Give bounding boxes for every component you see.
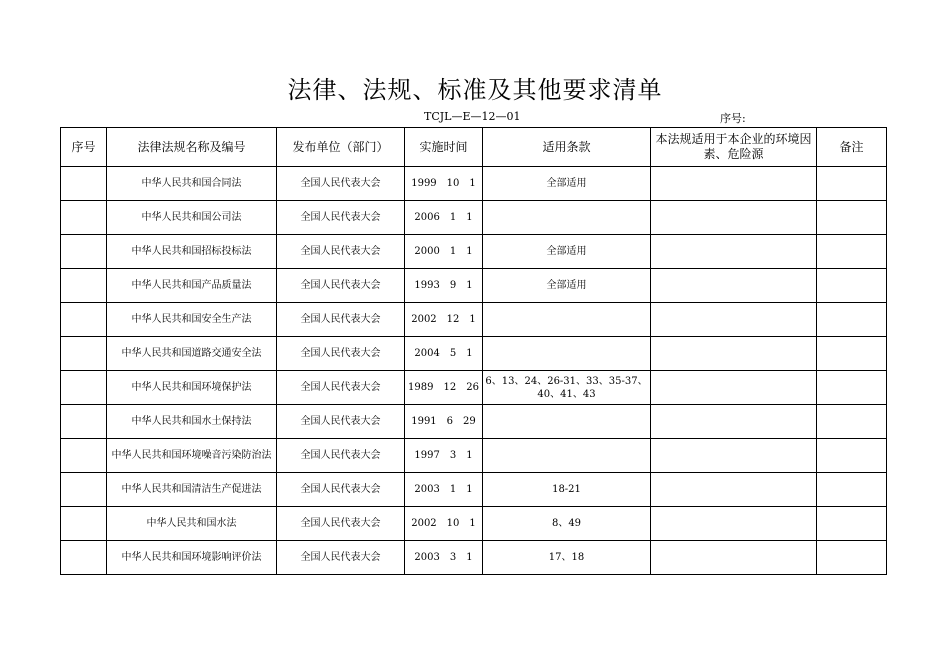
cell-issuer: 全国人民代表大会 bbox=[277, 405, 405, 439]
cell-law-name: 中华人民共和国产品质量法 bbox=[107, 269, 277, 303]
date-month: 1 bbox=[449, 484, 457, 495]
cell-date bbox=[405, 541, 483, 575]
date-day: 29 bbox=[463, 416, 476, 427]
cell-factors bbox=[651, 167, 817, 201]
table-row bbox=[61, 507, 887, 541]
cell-factors bbox=[651, 337, 817, 371]
date-day: 1 bbox=[469, 178, 476, 189]
cell-clauses bbox=[483, 303, 651, 337]
cell-law-name: 中华人民共和国环境噪音污染防治法 bbox=[107, 439, 277, 473]
cell-seq bbox=[61, 269, 107, 303]
cell-factors bbox=[651, 507, 817, 541]
cell-date bbox=[405, 201, 483, 235]
date-year: 2002 bbox=[411, 518, 437, 529]
date-year: 1993 bbox=[414, 280, 440, 291]
cell-remarks bbox=[817, 235, 887, 269]
cell-remarks bbox=[817, 201, 887, 235]
cell-law-name: 中华人民共和国水法 bbox=[107, 507, 277, 541]
cell-factors bbox=[651, 473, 817, 507]
date-day: 1 bbox=[466, 450, 473, 461]
cell-issuer: 全国人民代表大会 bbox=[277, 507, 405, 541]
date-day: 26 bbox=[466, 382, 479, 393]
cell-clauses: 18-21 bbox=[483, 473, 651, 507]
date-month: 12 bbox=[443, 382, 457, 393]
cell-law-name: 中华人民共和国清洁生产促进法 bbox=[107, 473, 277, 507]
date-year: 2000 bbox=[414, 246, 440, 257]
cell-issuer: 全国人民代表大会 bbox=[277, 269, 405, 303]
cell-remarks bbox=[817, 337, 887, 371]
cell-remarks bbox=[817, 303, 887, 337]
cell-remarks bbox=[817, 167, 887, 201]
cell-issuer: 全国人民代表大会 bbox=[277, 201, 405, 235]
date-month: 10 bbox=[446, 518, 460, 529]
cell-date bbox=[405, 235, 483, 269]
table-row bbox=[61, 473, 887, 507]
cell-date bbox=[405, 439, 483, 473]
cell-factors bbox=[651, 235, 817, 269]
cell-factors bbox=[651, 201, 817, 235]
cell-clauses: 17、18 bbox=[483, 541, 651, 575]
table-row bbox=[61, 439, 887, 473]
cell-issuer: 全国人民代表大会 bbox=[277, 473, 405, 507]
date-day: 1 bbox=[466, 280, 473, 291]
table-row bbox=[61, 269, 887, 303]
table-row bbox=[61, 337, 887, 371]
table-row bbox=[61, 541, 887, 575]
cell-factors bbox=[651, 371, 817, 405]
cell-factors bbox=[651, 269, 817, 303]
table-row bbox=[61, 371, 887, 405]
date-day: 1 bbox=[466, 246, 473, 257]
cell-date bbox=[405, 371, 483, 405]
cell-date bbox=[405, 507, 483, 541]
cell-remarks bbox=[817, 541, 887, 575]
header-issuer: 发布单位（部门） bbox=[277, 128, 405, 167]
date-year: 1989 bbox=[408, 382, 434, 393]
cell-clauses: 全部适用 bbox=[483, 235, 651, 269]
serial-number-label: 序号: bbox=[720, 112, 746, 125]
document-code: TCJL—E—12—01 bbox=[424, 110, 521, 123]
table-row bbox=[61, 235, 887, 269]
date-year: 1999 bbox=[411, 178, 437, 189]
header-name: 法律法规名称及编号 bbox=[107, 128, 277, 167]
cell-issuer: 全国人民代表大会 bbox=[277, 371, 405, 405]
cell-remarks bbox=[817, 507, 887, 541]
cell-remarks bbox=[817, 269, 887, 303]
cell-factors bbox=[651, 439, 817, 473]
date-month: 1 bbox=[449, 246, 457, 257]
date-day: 1 bbox=[466, 552, 473, 563]
cell-seq bbox=[61, 541, 107, 575]
cell-seq bbox=[61, 235, 107, 269]
cell-issuer: 全国人民代表大会 bbox=[277, 439, 405, 473]
cell-law-name: 中华人民共和国合同法 bbox=[107, 167, 277, 201]
cell-clauses: 全部适用 bbox=[483, 269, 651, 303]
date-month: 1 bbox=[449, 212, 457, 223]
cell-seq bbox=[61, 473, 107, 507]
cell-issuer: 全国人民代表大会 bbox=[277, 541, 405, 575]
cell-law-name: 中华人民共和国水土保持法 bbox=[107, 405, 277, 439]
cell-issuer: 全国人民代表大会 bbox=[277, 235, 405, 269]
date-day: 1 bbox=[466, 348, 473, 359]
cell-date bbox=[405, 167, 483, 201]
date-month: 12 bbox=[446, 314, 460, 325]
cell-seq bbox=[61, 507, 107, 541]
date-year: 1991 bbox=[411, 416, 437, 427]
table-row bbox=[61, 167, 887, 201]
regulations-table bbox=[60, 127, 887, 575]
date-day: 1 bbox=[466, 484, 473, 495]
cell-remarks bbox=[817, 439, 887, 473]
cell-clauses bbox=[483, 439, 651, 473]
cell-issuer: 全国人民代表大会 bbox=[277, 337, 405, 371]
cell-law-name: 中华人民共和国环境影响评价法 bbox=[107, 541, 277, 575]
table-row bbox=[61, 201, 887, 235]
document-title: 法律、法规、标准及其他要求清单 bbox=[287, 76, 663, 104]
cell-date bbox=[405, 405, 483, 439]
cell-law-name: 中华人民共和国安全生产法 bbox=[107, 303, 277, 337]
cell-date bbox=[405, 337, 483, 371]
date-year: 2003 bbox=[414, 484, 440, 495]
cell-seq bbox=[61, 371, 107, 405]
date-year: 2003 bbox=[414, 552, 440, 563]
cell-clauses bbox=[483, 201, 651, 235]
table-body bbox=[61, 167, 887, 575]
cell-law-name: 中华人民共和国公司法 bbox=[107, 201, 277, 235]
cell-law-name: 中华人民共和国环境保护法 bbox=[107, 371, 277, 405]
date-year: 2006 bbox=[414, 212, 440, 223]
cell-factors bbox=[651, 303, 817, 337]
header-date: 实施时间 bbox=[405, 128, 483, 167]
date-day: 1 bbox=[466, 212, 473, 223]
date-month: 6 bbox=[446, 416, 454, 427]
cell-law-name: 中华人民共和国道路交通安全法 bbox=[107, 337, 277, 371]
date-month: 3 bbox=[449, 450, 457, 461]
date-month: 5 bbox=[449, 348, 457, 359]
cell-clauses bbox=[483, 405, 651, 439]
cell-clauses: 8、49 bbox=[483, 507, 651, 541]
cell-remarks bbox=[817, 405, 887, 439]
cell-seq bbox=[61, 201, 107, 235]
table-row bbox=[61, 303, 887, 337]
date-day: 1 bbox=[469, 314, 476, 325]
cell-remarks bbox=[817, 371, 887, 405]
cell-seq bbox=[61, 167, 107, 201]
date-month: 3 bbox=[449, 552, 457, 563]
cell-seq bbox=[61, 303, 107, 337]
header-seq: 序号 bbox=[61, 128, 107, 167]
cell-issuer: 全国人民代表大会 bbox=[277, 167, 405, 201]
cell-date bbox=[405, 303, 483, 337]
header-clauses: 适用条款 bbox=[483, 128, 651, 167]
date-month: 9 bbox=[449, 280, 457, 291]
header-remarks: 备注 bbox=[817, 128, 887, 167]
cell-date bbox=[405, 269, 483, 303]
cell-issuer: 全国人民代表大会 bbox=[277, 303, 405, 337]
cell-seq bbox=[61, 337, 107, 371]
cell-factors bbox=[651, 405, 817, 439]
date-year: 1997 bbox=[414, 450, 440, 461]
header-factors: 本法规适用于本企业的环境因素、危险源 bbox=[651, 128, 817, 167]
cell-clauses: 全部适用 bbox=[483, 167, 651, 201]
cell-law-name: 中华人民共和国招标投标法 bbox=[107, 235, 277, 269]
date-year: 2004 bbox=[414, 348, 440, 359]
cell-factors bbox=[651, 541, 817, 575]
date-year: 2002 bbox=[411, 314, 437, 325]
table-header-row bbox=[61, 128, 887, 167]
cell-clauses: 6、13、24、26-31、33、35-37、40、41、43 bbox=[483, 371, 651, 405]
cell-seq bbox=[61, 439, 107, 473]
cell-date bbox=[405, 473, 483, 507]
table-row bbox=[61, 405, 887, 439]
date-day: 1 bbox=[469, 518, 476, 529]
cell-remarks bbox=[817, 473, 887, 507]
cell-clauses bbox=[483, 337, 651, 371]
cell-seq bbox=[61, 405, 107, 439]
date-month: 10 bbox=[446, 178, 460, 189]
